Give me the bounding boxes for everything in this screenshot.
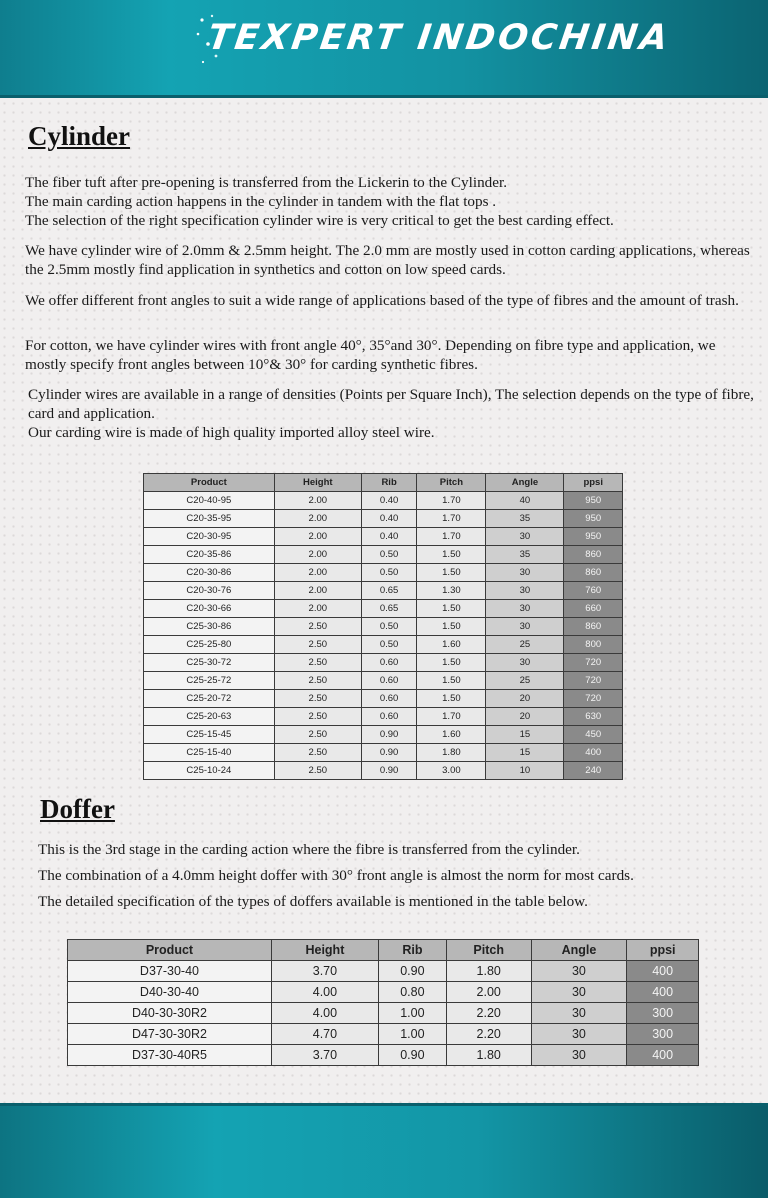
- table-cell-ppsi: 660: [564, 600, 623, 618]
- table-cell-angle: 30: [486, 600, 564, 618]
- paragraph: Cylinder wires are available in a range of densities (Points per Square Inch), The selection depends on the type of fibre, card and application.: [28, 386, 754, 422]
- table-cell-angle: 30: [531, 1045, 627, 1066]
- table-cell-height: 3.70: [271, 1045, 378, 1066]
- table-row: [144, 600, 623, 618]
- table-cell-height: 2.00: [274, 582, 361, 600]
- table-cell-ppsi: 300: [627, 1024, 699, 1045]
- table-cell-product: C20-35-95: [144, 510, 275, 528]
- table-cell-height: 2.00: [274, 546, 361, 564]
- table-cell-ppsi: 400: [627, 1045, 699, 1066]
- table-cell-product: C25-20-72: [144, 690, 275, 708]
- table-cell-ppsi: 950: [564, 528, 623, 546]
- table-cell-pitch: 1.70: [417, 492, 486, 510]
- table-cell-product: C20-35-86: [144, 546, 275, 564]
- table-cell-pitch: 1.80: [417, 744, 486, 762]
- table-cell-product: D37-30-40R5: [68, 1045, 272, 1066]
- table-row: [144, 762, 623, 780]
- table-cell-angle: 10: [486, 762, 564, 780]
- paragraph: Our carding wire is made of high quality imported alloy steel wire.: [28, 424, 435, 441]
- paragraph: The fiber tuft after pre-opening is transferred from the Lickerin to the Cylinder.: [25, 174, 508, 191]
- table-cell-height: 4.70: [271, 1024, 378, 1045]
- table-cell-pitch: 1.70: [417, 708, 486, 726]
- table-cell-height: 2.50: [274, 762, 361, 780]
- table-cell-ppsi: 860: [564, 618, 623, 636]
- table-cell-angle: 25: [486, 636, 564, 654]
- paragraph: The selection of the right specification cylinder wire is very critical to get the best carding effect.: [25, 212, 614, 229]
- table-cell-product: C25-25-72: [144, 672, 275, 690]
- table-cell-height: 2.00: [274, 564, 361, 582]
- table-cell-height: 2.50: [274, 744, 361, 762]
- table-cell-product: C20-30-86: [144, 564, 275, 582]
- table-cell-pitch: 1.60: [417, 636, 486, 654]
- table-row: [68, 961, 699, 982]
- table-row: [144, 546, 623, 564]
- table-row: [68, 982, 699, 1003]
- table-cell-angle: 30: [531, 1024, 627, 1045]
- table-cell-product: C25-30-86: [144, 618, 275, 636]
- table-cell-pitch: 1.50: [417, 600, 486, 618]
- paragraph: The main carding action happens in the cylinder in tandem with the flat tops .: [25, 193, 497, 210]
- table-cell-ppsi: 720: [564, 672, 623, 690]
- table-cell-rib: 0.90: [361, 762, 417, 780]
- table-cell-height: 2.00: [274, 492, 361, 510]
- table-cell-pitch: 1.30: [417, 582, 486, 600]
- table-row: [144, 636, 623, 654]
- brand-logo: TEXPERT INDOCHINA: [205, 18, 674, 58]
- table-cell-ppsi: 800: [564, 636, 623, 654]
- table-row: [144, 492, 623, 510]
- table-cell-height: 2.00: [274, 600, 361, 618]
- table-row: [144, 726, 623, 744]
- table-cell-ppsi: 860: [564, 546, 623, 564]
- table-cell-angle: 15: [486, 744, 564, 762]
- table-cell-height: 2.50: [274, 726, 361, 744]
- table-cell-pitch: 1.70: [417, 510, 486, 528]
- table-cell-pitch: 1.80: [446, 1045, 531, 1066]
- table-cell-rib: 0.40: [361, 492, 417, 510]
- table-row: [144, 672, 623, 690]
- table-cell-rib: 0.65: [361, 582, 417, 600]
- table-cell-height: 3.70: [271, 961, 378, 982]
- table-cell-pitch: 1.60: [417, 726, 486, 744]
- table-cell-product: D47-30-30R2: [68, 1024, 272, 1045]
- paragraph: We offer different front angles to suit a wide range of applications based of the type of fibres and the amount of trash.: [25, 292, 739, 309]
- table-cell-height: 2.50: [274, 618, 361, 636]
- table-cell-rib: 0.50: [361, 636, 417, 654]
- table-cell-ppsi: 400: [564, 744, 623, 762]
- column-header-product: Product: [144, 474, 275, 492]
- table-cell-angle: 25: [486, 672, 564, 690]
- paragraph: The combination of a 4.0mm height doffer with 30° front angle is almost the norm for most cards.: [38, 867, 634, 884]
- cylinder-angle-text: [25, 291, 760, 310]
- table-header-row: [144, 474, 623, 492]
- column-header-height: Height: [271, 940, 378, 961]
- table-cell-pitch: 1.50: [417, 618, 486, 636]
- table-cell-angle: 30: [531, 961, 627, 982]
- table-cell-angle: 30: [486, 528, 564, 546]
- table-cell-ppsi: 720: [564, 654, 623, 672]
- column-header-ppsi: ppsi: [564, 474, 623, 492]
- table-cell-pitch: 1.80: [446, 961, 531, 982]
- table-header-row: [68, 940, 699, 961]
- table-cell-angle: 30: [531, 1003, 627, 1024]
- table-cell-pitch: 1.50: [417, 654, 486, 672]
- table-cell-product: C25-10-24: [144, 762, 275, 780]
- table-cell-rib: 0.50: [361, 546, 417, 564]
- table-row: [144, 510, 623, 528]
- table-cell-rib: 1.00: [378, 1024, 446, 1045]
- table-cell-ppsi: 630: [564, 708, 623, 726]
- table-cell-rib: 0.90: [378, 1045, 446, 1066]
- table-cell-product: C25-25-80: [144, 636, 275, 654]
- table-cell-angle: 30: [531, 982, 627, 1003]
- column-header-rib: Rib: [361, 474, 417, 492]
- table-cell-rib: 0.60: [361, 654, 417, 672]
- table-cell-product: C25-15-40: [144, 744, 275, 762]
- table-cell-rib: 0.90: [378, 961, 446, 982]
- column-header-rib: Rib: [378, 940, 446, 961]
- table-row: [144, 744, 623, 762]
- table-cell-rib: 0.40: [361, 510, 417, 528]
- cylinder-density-text: [28, 385, 760, 442]
- table-cell-height: 2.50: [274, 636, 361, 654]
- table-cell-angle: 20: [486, 708, 564, 726]
- table-cell-pitch: 1.50: [417, 690, 486, 708]
- cylinder-height-text: [25, 241, 760, 279]
- cylinder-cotton-text: [25, 336, 760, 374]
- table-cell-ppsi: 300: [627, 1003, 699, 1024]
- table-cell-ppsi: 950: [564, 510, 623, 528]
- table-row: [144, 708, 623, 726]
- column-header-pitch: Pitch: [446, 940, 531, 961]
- table-cell-product: D40-30-30R2: [68, 1003, 272, 1024]
- table-cell-angle: 30: [486, 618, 564, 636]
- table-cell-ppsi: 860: [564, 564, 623, 582]
- table-cell-pitch: 1.50: [417, 564, 486, 582]
- table-row: [144, 690, 623, 708]
- paragraph: For cotton, we have cylinder wires with front angle 40°, 35°and 30°. Depending on fibre type and application, we mostly specify front angles between 10°& 30° for carding synthetic fibres.: [25, 337, 716, 373]
- table-cell-pitch: 3.00: [417, 762, 486, 780]
- column-header-height: Height: [274, 474, 361, 492]
- table-row: [144, 654, 623, 672]
- footer-banner: [0, 1103, 768, 1198]
- table-cell-height: 4.00: [271, 1003, 378, 1024]
- table-cell-product: C20-40-95: [144, 492, 275, 510]
- table-cell-pitch: 2.20: [446, 1024, 531, 1045]
- table-cell-rib: 0.80: [378, 982, 446, 1003]
- table-cell-ppsi: 720: [564, 690, 623, 708]
- table-cell-ppsi: 400: [627, 982, 699, 1003]
- table-cell-rib: 0.90: [361, 726, 417, 744]
- column-header-product: Product: [68, 940, 272, 961]
- table-cell-ppsi: 400: [627, 961, 699, 982]
- table-cell-height: 2.50: [274, 654, 361, 672]
- column-header-pitch: Pitch: [417, 474, 486, 492]
- table-row: [144, 618, 623, 636]
- table-cell-angle: 30: [486, 564, 564, 582]
- table-cell-rib: 1.00: [378, 1003, 446, 1024]
- table-row: [144, 582, 623, 600]
- table-cell-angle: 30: [486, 654, 564, 672]
- table-cell-height: 2.00: [274, 510, 361, 528]
- table-cell-ppsi: 950: [564, 492, 623, 510]
- table-row: [144, 528, 623, 546]
- table-cell-angle: 35: [486, 510, 564, 528]
- table-cell-pitch: 2.20: [446, 1003, 531, 1024]
- table-cell-rib: 0.65: [361, 600, 417, 618]
- table-cell-product: C25-30-72: [144, 654, 275, 672]
- table-row: [68, 1045, 699, 1066]
- cylinder-intro: [25, 173, 760, 230]
- table-cell-product: D37-30-40: [68, 961, 272, 982]
- table-cell-rib: 0.90: [361, 744, 417, 762]
- table-cell-height: 2.50: [274, 708, 361, 726]
- table-cell-height: 2.50: [274, 672, 361, 690]
- table-cell-rib: 0.40: [361, 528, 417, 546]
- table-cell-height: 2.50: [274, 690, 361, 708]
- paragraph: We have cylinder wire of 2.0mm & 2.5mm height. The 2.0 mm are mostly used in cotton carding applications, whereas the 2.5mm mostly find application in synthetics and cotton on low speed cards.: [25, 242, 750, 278]
- table-cell-product: C25-15-45: [144, 726, 275, 744]
- column-header-ppsi: ppsi: [627, 940, 699, 961]
- table-cell-rib: 0.60: [361, 708, 417, 726]
- paragraph: This is the 3rd stage in the carding action where the fibre is transferred from the cylinder.: [38, 841, 580, 858]
- table-cell-product: C20-30-95: [144, 528, 275, 546]
- table-cell-product: D40-30-40: [68, 982, 272, 1003]
- table-cell-rib: 0.50: [361, 564, 417, 582]
- table-row: [68, 1024, 699, 1045]
- table-cell-product: C20-30-76: [144, 582, 275, 600]
- table-cell-rib: 0.50: [361, 618, 417, 636]
- table-cell-ppsi: 240: [564, 762, 623, 780]
- doffer-spec-table: [67, 939, 699, 1066]
- table-cell-rib: 0.60: [361, 672, 417, 690]
- table-cell-product: C25-20-63: [144, 708, 275, 726]
- table-cell-angle: 40: [486, 492, 564, 510]
- table-cell-ppsi: 760: [564, 582, 623, 600]
- table-row: [144, 564, 623, 582]
- doffer-title: Doffer: [40, 794, 115, 824]
- table-cell-pitch: 1.70: [417, 528, 486, 546]
- table-row: [68, 1003, 699, 1024]
- cylinder-spec-table: [143, 473, 623, 780]
- table-cell-height: 4.00: [271, 982, 378, 1003]
- table-cell-angle: 30: [486, 582, 564, 600]
- doffer-text: [38, 837, 760, 915]
- column-header-angle: Angle: [486, 474, 564, 492]
- table-cell-height: 2.00: [274, 528, 361, 546]
- paragraph: The detailed specification of the types of doffers available is mentioned in the table below.: [38, 893, 588, 910]
- table-cell-pitch: 1.50: [417, 546, 486, 564]
- cylinder-title: Cylinder: [28, 121, 131, 151]
- table-cell-angle: 15: [486, 726, 564, 744]
- table-cell-angle: 20: [486, 690, 564, 708]
- column-header-angle: Angle: [531, 940, 627, 961]
- table-cell-pitch: 1.50: [417, 672, 486, 690]
- header-banner: [0, 0, 768, 98]
- table-cell-ppsi: 450: [564, 726, 623, 744]
- table-cell-rib: 0.60: [361, 690, 417, 708]
- table-cell-pitch: 2.00: [446, 982, 531, 1003]
- table-cell-product: C20-30-66: [144, 600, 275, 618]
- table-cell-angle: 35: [486, 546, 564, 564]
